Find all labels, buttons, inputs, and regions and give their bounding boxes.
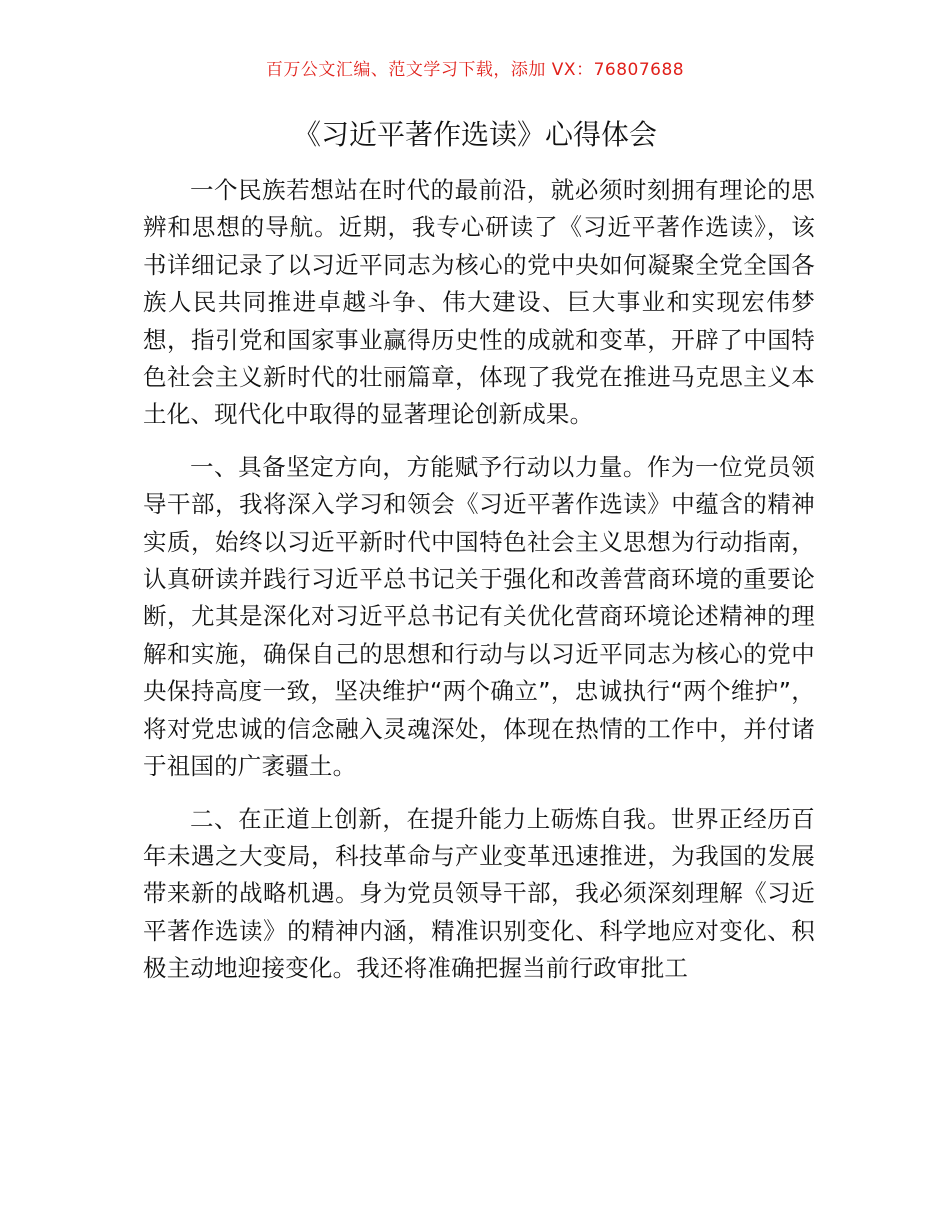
document-title: 《习近平著作选读》心得体会 [292, 118, 657, 151]
document-body [143, 172, 815, 1003]
paragraph-section-two: 二、在正道上创新，在提升能力上砺炼自我。世界正经历百年未遇之大变局，科技革命与产业变革迅速推进，为我国的发展带来新的战略机遇。身为党员领导干部，我必须深刻理解《习近平著作选读》的精神内涵，精准识别变化、科学地应对变化、积极主动地迎接变化。我还将准确把握当前行政审批工 [143, 804, 815, 983]
paragraph-intro: 一个民族若想站在时代的最前沿，就必须时刻拥有理论的思辨和思想的导航。近期，我专心研读了《习近平著作选读》，该书详细记录了以习近平同志为核心的党中央如何凝聚全党全国各族人民共同推进卓越斗争、伟大建设、巨大事业和实现宏伟梦想，指引党和国家事业赢得历史性的成就和变革，开辟了中国特色社会主义新时代的壮丽篇章，体现了我党在推进马克思主义本土化、现代化中取得的显著理论创新成果。 [143, 176, 815, 429]
paragraph-section-one: 一、具备坚定方向，方能赋予行动以力量。作为一位党员领导干部，我将深入学习和领会《习近平著作选读》中蕴含的精神实质，始终以习近平新时代中国特色社会主义思想为行动指南，认真研读并践行习近平总书记关于强化和改善营商环境的重要论断，尤其是深化对习近平总书记有关优化营商环境论述精神的理解和实施，确保自己的思想和行动与以习近平同志为核心的党中央保持高度一致，坚决维护“两个确立”，忠诚执行“两个维护”，将对党忠诚的信念融入灵魂深处，体现在热情的工作中，并付诸于祖国的广袤疆土。 [143, 452, 815, 781]
header-watermark-note: 百万公文汇编、范文学习下载，添加 VX：76807688 [265, 60, 685, 80]
